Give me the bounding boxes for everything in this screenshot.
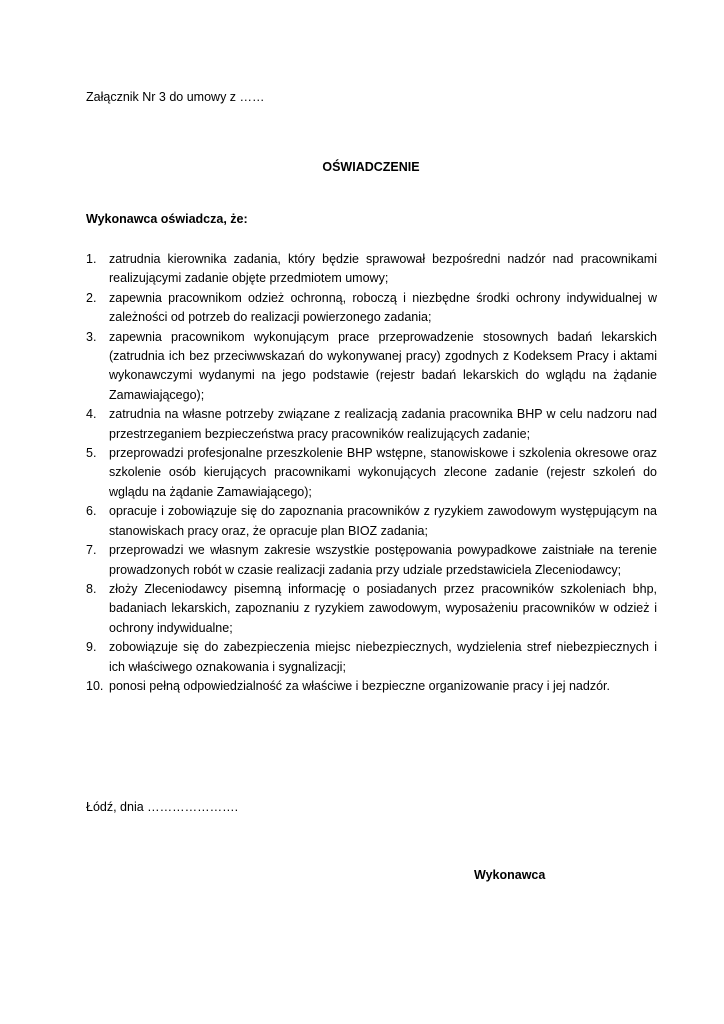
list-item-text: zobowiązuje się do zabezpieczenia miejsc niebezpiecznych, wydzielenia stref niebezpiecznych i ich właściwego oznakowania i sygnalizacji; [109,640,657,674]
list-item [86,541,657,580]
list-item-text: przeprowadzi profesjonalne przeszkolenie BHP wstępne, stanowiskowe i szkolenia okresowe oraz szkolenie osób kierujących pracownikami wykonujących zlecone zadanie (rejestr szkoleń do wglądu na żądanie Zamawiającego); [109,446,657,499]
list-item-text: ponosi pełną odpowiedzialność za właściwe i bezpieczne organizowanie pracy i jej nadzór. [109,678,610,693]
list-item-number: 9. [86,640,97,655]
list-item-number: 3. [86,329,97,344]
list-item-text: zapewnia pracownikom wykonującym prace przeprowadzenie stosownych badań lekarskich (zatrudnia ich bez przeciwwskazań do wykonywanej pracy) zgodnych z Kodeksem Pracy i aktami wykonawczymi wydanymi na jego podstawie (rejestr badań lekarskich do wglądu na żądanie Zamawiającego); [109,329,657,402]
list-item-number: 1. [86,252,97,266]
list-item [86,405,657,444]
document-title: OŚWIADCZENIE [322,160,420,174]
list-item [86,677,657,696]
annex-line: Załącznik Nr 3 do umowy z …… [86,90,265,104]
list-item-number: 7. [86,543,97,558]
list-item-text: złoży Zleceniodawcy pisemną informację o posiadanych przez pracowników szkoleniach bhp, badaniach lekarskich, zapoznaniu z ryzykiem zawodowym, wyposażeniu pracowników w odzież i ochrony indywidualne; [109,581,657,635]
list-item [86,328,657,406]
list-item-text: opracuje i zobowiązuje się do zapoznania pracowników z ryzykiem zawodowym występującym na stanowiskach pracy oraz, że opracuje plan BIOZ zadania; [109,504,657,538]
list-item-text: zatrudnia na własne potrzeby związane z realizacją zadania pracownika BHP w celu nadzoru nad przestrzeganiem bezpieczeństwa pracy pracowników realizujących zadanie; [109,407,657,441]
list-item-number: 6. [86,504,97,519]
signature-label: Wykonawca [474,868,546,882]
list-item [86,502,657,541]
list-item [86,580,657,638]
intro-line: Wykonawca oświadcza, że: [86,212,248,226]
list-item-number: 5. [86,446,97,461]
list-item-number: 2. [86,290,97,305]
list-item [86,444,657,502]
list-item-text: zapewnia pracownikom odzież ochronną, roboczą i niezbędne środki ochrony indywidualnej w zależności od potrzeb do realizacji powierzonego zadania; [109,290,657,325]
declaration-list [86,250,657,696]
list-item-text: przeprowadzi we własnym zakresie wszystkie postępowania powypadkowe zaistniałe na terenie prowadzonych robót w czasie realizacji zadania przy udziale przedstawiciela Zleceniodawcy; [109,543,657,577]
list-item [86,250,657,289]
list-item-text: zatrudnia kierownika zadania, który będzie sprawował bezpośredni nadzór nad pracownikami realizującymi zadanie objęte przedmiotem umowy; [109,252,657,286]
list-item-number: 4. [86,407,97,422]
list-item [86,289,657,328]
place-date-line: Łódź, dnia …………………. [86,800,239,814]
list-item-number: 8. [86,581,97,596]
list-item [86,638,657,677]
list-item-number: 10. [86,678,104,693]
